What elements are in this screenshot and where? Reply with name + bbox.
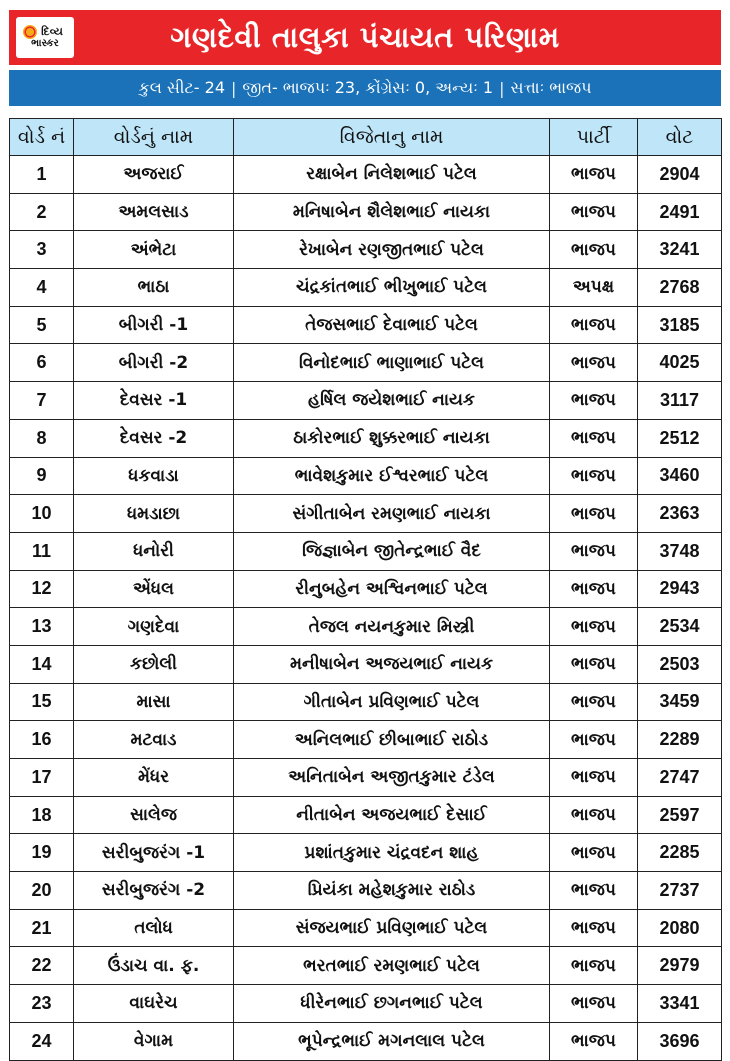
logo-text-line1: દિવ્ય <box>41 25 63 38</box>
vote-count: 2512 <box>638 419 722 457</box>
table-row <box>10 947 722 985</box>
ward-number: 20 <box>10 872 74 910</box>
ward-name: અમલસાડ <box>74 193 234 231</box>
ward-name: મટવાડ <box>74 721 234 759</box>
ward-name: મેંધર <box>74 759 234 797</box>
party-name: ભાજપ <box>550 796 638 834</box>
ward-number: 10 <box>10 495 74 533</box>
ward-name: દેવસર -2 <box>74 419 234 457</box>
table-row <box>10 306 722 344</box>
winner-name: ગીતાબેન પ્રવિણભાઈ પટેલ <box>234 683 550 721</box>
table-row <box>10 759 722 797</box>
vote-count: 3241 <box>638 231 722 269</box>
ward-number: 9 <box>10 457 74 495</box>
party-name: ભાજપ <box>550 570 638 608</box>
winner-name: વિનોદભાઈ ભાણાભાઈ પટેલ <box>234 344 550 382</box>
table-row <box>10 419 722 457</box>
winner-name: ભાવેશકુમાર ઈશ્વરભાઈ પટેલ <box>234 457 550 495</box>
ward-name: દેવસર -1 <box>74 382 234 420</box>
ward-number: 19 <box>10 834 74 872</box>
logo-text-line2: ભાસ્કર <box>31 38 59 49</box>
table-row <box>10 344 722 382</box>
ward-name: સરીબુજરંગ -2 <box>74 872 234 910</box>
ward-number: 12 <box>10 570 74 608</box>
party-name: ભાજપ <box>550 306 638 344</box>
header-ward-name: વોર્ડનું નામ <box>74 119 234 156</box>
vote-count: 3185 <box>638 306 722 344</box>
table-row <box>10 231 722 269</box>
vote-count: 2503 <box>638 645 722 683</box>
party-name: ભાજપ <box>550 419 638 457</box>
party-name: ભાજપ <box>550 231 638 269</box>
vote-count: 3341 <box>638 985 722 1023</box>
party-name: ભાજપ <box>550 382 638 420</box>
table-header-row <box>10 119 722 156</box>
table-row <box>10 382 722 420</box>
table-row <box>10 796 722 834</box>
table-row <box>10 834 722 872</box>
vote-count: 2597 <box>638 796 722 834</box>
vote-count: 2747 <box>638 759 722 797</box>
table-row <box>10 608 722 646</box>
winner-name: તેજલ નયનકુમાર મિસ્ત્રી <box>234 608 550 646</box>
table-row <box>10 683 722 721</box>
winner-name: અનિતાબેન અજીતકુમાર ટંડેલ <box>234 759 550 797</box>
winner-name: સંજયભાઈ પ્રવિણભાઈ પટેલ <box>234 909 550 947</box>
page-title: ગણદેવી તાલુકા પંચાયત પરિણામ <box>170 20 560 54</box>
party-name: ભાજપ <box>550 721 638 759</box>
winner-name: ધીરેનભાઈ છગનભાઈ પટેલ <box>234 985 550 1023</box>
table-row <box>10 985 722 1023</box>
party-name: ભાજપ <box>550 156 638 194</box>
header-party: પાર્ટી <box>550 119 638 156</box>
winner-name: તેજસભાઈ દેવાભાઈ પટેલ <box>234 306 550 344</box>
ward-name: ધકવાડા <box>74 457 234 495</box>
results-table <box>9 118 722 1061</box>
ward-name: માસા <box>74 683 234 721</box>
vote-count: 2289 <box>638 721 722 759</box>
ruling-party: સત્તાઃ ભાજપ <box>510 78 592 97</box>
table-row <box>10 193 722 231</box>
ward-number: 15 <box>10 683 74 721</box>
ward-name: એંધલ <box>74 570 234 608</box>
ward-number: 5 <box>10 306 74 344</box>
ward-name: વેગામ <box>74 1022 234 1060</box>
vote-count: 3460 <box>638 457 722 495</box>
ward-number: 4 <box>10 269 74 307</box>
party-name: ભાજપ <box>550 532 638 570</box>
party-wins: જીત- ભાજપઃ 23, કોંગ્રેસઃ 0, અન્યઃ 1 <box>242 78 494 97</box>
party-name: ભાજપ <box>550 909 638 947</box>
header-votes: વોટ <box>638 119 722 156</box>
ward-name: વાઘરેચ <box>74 985 234 1023</box>
ward-number: 13 <box>10 608 74 646</box>
ward-number: 22 <box>10 947 74 985</box>
table-row <box>10 872 722 910</box>
table-row <box>10 570 722 608</box>
winner-name: અનિલભાઈ છીબાભાઈ રાઠોડ <box>234 721 550 759</box>
ward-name: બીગરી -2 <box>74 344 234 382</box>
sun-logo-icon <box>23 25 37 39</box>
party-name: ભાજપ <box>550 645 638 683</box>
header-winner-name: વિજેતાનુ નામ <box>234 119 550 156</box>
table-row <box>10 156 722 194</box>
ward-name: ધનોરી <box>74 532 234 570</box>
party-name: ભાજપ <box>550 193 638 231</box>
vote-count: 2768 <box>638 269 722 307</box>
winner-name: મનીષાબેન અજયભાઈ નાયક <box>234 645 550 683</box>
party-name: ભાજપ <box>550 608 638 646</box>
title-banner <box>9 10 721 65</box>
table-row <box>10 532 722 570</box>
vote-count: 2491 <box>638 193 722 231</box>
ward-name: ભાઠા <box>74 269 234 307</box>
winner-name: ઠાકોરભાઈ શુક્કરભાઈ નાયકા <box>234 419 550 457</box>
winner-name: હર્ષિલ જયેશભાઈ નાયક <box>234 382 550 420</box>
ward-number: 14 <box>10 645 74 683</box>
vote-count: 2285 <box>638 834 722 872</box>
separator: | <box>499 78 505 98</box>
winner-name: મનિષાબેન શૈલેશભાઈ નાયકા <box>234 193 550 231</box>
winner-name: રીનુબહેન અશ્વિનભાઈ પટેલ <box>234 570 550 608</box>
ward-number: 18 <box>10 796 74 834</box>
vote-count: 2080 <box>638 909 722 947</box>
vote-count: 2904 <box>638 156 722 194</box>
ward-number: 2 <box>10 193 74 231</box>
vote-count: 2979 <box>638 947 722 985</box>
table-row <box>10 645 722 683</box>
ward-name: અજરાઈ <box>74 156 234 194</box>
winner-name: રક્ષાબેન નિલેશભાઈ પટેલ <box>234 156 550 194</box>
separator: | <box>231 78 237 98</box>
ward-name: બીગરી -1 <box>74 306 234 344</box>
ward-name: સાલેજ <box>74 796 234 834</box>
vote-count: 3117 <box>638 382 722 420</box>
party-name: ભાજપ <box>550 683 638 721</box>
winner-name: ભરતભાઈ રમણભાઈ પટેલ <box>234 947 550 985</box>
table-row <box>10 495 722 533</box>
ward-number: 11 <box>10 532 74 570</box>
vote-count: 3748 <box>638 532 722 570</box>
party-name: ભાજપ <box>550 344 638 382</box>
party-name: ભાજપ <box>550 1022 638 1060</box>
party-name: ભાજપ <box>550 759 638 797</box>
header-ward-no: વોર્ડ નં <box>10 119 74 156</box>
divya-bhaskar-logo <box>16 17 74 58</box>
winner-name: પ્રિયંકા મહેશકુમાર રાઠોડ <box>234 872 550 910</box>
party-name: ભાજપ <box>550 872 638 910</box>
party-name: ભાજપ <box>550 495 638 533</box>
table-row <box>10 457 722 495</box>
table-row <box>10 721 722 759</box>
party-name: ભાજપ <box>550 985 638 1023</box>
ward-number: 8 <box>10 419 74 457</box>
total-seats: કુલ સીટ- 24 <box>138 78 225 97</box>
ward-name: ધમડાછા <box>74 495 234 533</box>
ward-number: 23 <box>10 985 74 1023</box>
party-name: ભાજપ <box>550 947 638 985</box>
ward-name: ઉંડાચ વા. ફ. <box>74 947 234 985</box>
ward-name: ગણદેવા <box>74 608 234 646</box>
ward-number: 7 <box>10 382 74 420</box>
winner-name: સંગીતાબેન રમણભાઈ નાયકા <box>234 495 550 533</box>
ward-number: 21 <box>10 909 74 947</box>
winner-name: પ્રશાંતકુમાર ચંદ્રવદન શાહ <box>234 834 550 872</box>
party-name: અપક્ષ <box>550 269 638 307</box>
winner-name: રેખાબેન રણજીતભાઈ પટેલ <box>234 231 550 269</box>
summary-bar <box>9 70 721 106</box>
winner-name: જિજ્ઞાબેન જીતેન્દ્રભાઈ વૈદ <box>234 532 550 570</box>
ward-number: 24 <box>10 1022 74 1060</box>
ward-name: તલોધ <box>74 909 234 947</box>
winner-name: ચંદ્રકાંતભાઈ ભીખુભાઈ પટેલ <box>234 269 550 307</box>
ward-name: કછોલી <box>74 645 234 683</box>
vote-count: 2363 <box>638 495 722 533</box>
vote-count: 2737 <box>638 872 722 910</box>
table-row <box>10 269 722 307</box>
table-row <box>10 909 722 947</box>
ward-name: અંભેટા <box>74 231 234 269</box>
vote-count: 2943 <box>638 570 722 608</box>
ward-number: 3 <box>10 231 74 269</box>
ward-name: સરીબુજરંગ -1 <box>74 834 234 872</box>
party-name: ભાજપ <box>550 457 638 495</box>
ward-number: 16 <box>10 721 74 759</box>
vote-count: 4025 <box>638 344 722 382</box>
ward-number: 1 <box>10 156 74 194</box>
ward-number: 17 <box>10 759 74 797</box>
table-row <box>10 1022 722 1060</box>
vote-count: 3459 <box>638 683 722 721</box>
vote-count: 3696 <box>638 1022 722 1060</box>
winner-name: ભૂપેન્દ્રભાઈ મગનલાલ પટેલ <box>234 1022 550 1060</box>
vote-count: 2534 <box>638 608 722 646</box>
party-name: ભાજપ <box>550 834 638 872</box>
ward-number: 6 <box>10 344 74 382</box>
winner-name: નીતાબેન અજયભાઈ દેસાઈ <box>234 796 550 834</box>
